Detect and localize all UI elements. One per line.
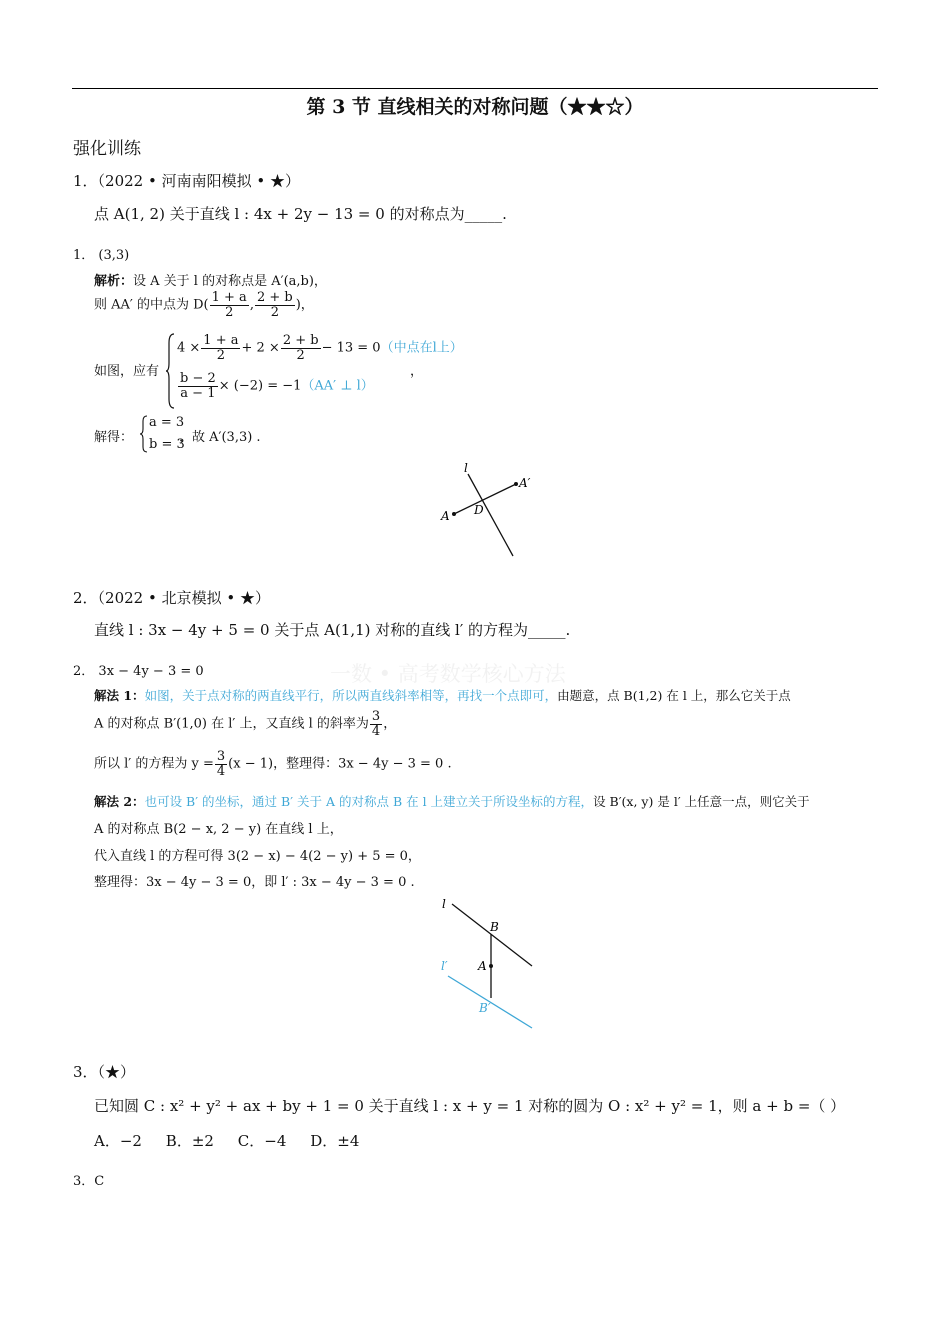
q2-fig-point-a xyxy=(489,964,493,968)
q2-method2-hint: 也可设 B′ 的坐标，通过 B′ 关于 A 的对称点 B 在 l 上建立关于所设坐标的方程， xyxy=(144,794,594,809)
q1-equation-2-note: （AA′ ⊥ l） xyxy=(301,378,374,394)
q1-heading: 1．（2022 • 河南南阳模拟 • ★） xyxy=(73,172,300,190)
q3-options xyxy=(94,1130,359,1151)
q1-solve-b: b = 3 xyxy=(149,437,185,452)
q2-fig-line-l xyxy=(452,904,532,966)
q2-method2-tag: 解法 2： xyxy=(94,794,145,809)
q1-system-comma: ， xyxy=(410,364,424,379)
q2-method1-text: 由题意，点 B(1,2) 在 l 上，那么它关于点 xyxy=(557,688,791,703)
q1-solve-brace xyxy=(140,415,148,453)
q2-figure xyxy=(430,890,550,1040)
q1-figure xyxy=(430,460,540,560)
q2-method2-line4: 整理得：3x − 4y − 3 = 0，即 l′ : 3x − 4y − 3 = 0 . xyxy=(94,875,415,890)
watermark: 一数 • 高考数学核心方法 xyxy=(330,662,566,686)
q1-answer xyxy=(73,244,129,263)
q3-answer: 3．C xyxy=(73,1174,105,1189)
q2-fig-label-b: B xyxy=(490,920,499,934)
q2-slope-frac: $\frac{3}{4}$ xyxy=(371,709,381,739)
q2-method1-tag: 解法 1： xyxy=(94,688,145,703)
q1-equation-1-note: （中点在l上） xyxy=(380,340,463,356)
q2-answer-value: 3x − 4y − 3 = 0 xyxy=(98,664,204,679)
q1-solve-a: a = 3 xyxy=(149,415,185,430)
q1-solution-tag: 解析： xyxy=(94,274,134,289)
q3-option-c: C．−4 xyxy=(237,1132,287,1150)
q1-system-brace xyxy=(166,333,176,409)
q1-fig-label-d: D xyxy=(474,503,484,517)
q2-method2-line3: 代入直线 l 的方程可得 3(2 − x) − 4(2 − y) + 5 = 0， xyxy=(94,849,421,864)
q3-stem: 已知圆 C : x² + y² + ax + by + 1 = 0 关于直线 l : x + y = 1 对称的圆为 O : x² + y² = 1，则 a + b =（ ） xyxy=(94,1097,846,1115)
q1-solution-text1: 设 A 关于 l 的对称点是 A′(a,b)， xyxy=(133,274,327,289)
q2-answer xyxy=(73,660,204,679)
q1-fig-label-ap: A′ xyxy=(519,476,531,490)
header-rule xyxy=(72,88,878,89)
q2-stem xyxy=(94,619,570,640)
q1-fig-point-a xyxy=(452,512,456,516)
q2-method1-line1 xyxy=(94,686,791,704)
q2-method2-line2: A 的对称点 B(2 − x, 2 − y) 在直线 l 上， xyxy=(94,822,343,837)
q1-solve-result: ，故 A′(3,3) . xyxy=(179,430,261,445)
q2-fig-label-l: l xyxy=(442,897,446,911)
q2-fig-label-a: A xyxy=(478,959,487,973)
q3-heading: 3．（★） xyxy=(73,1063,136,1081)
q1-midpoint-text: 则 AA′ 的中点为 D( xyxy=(94,297,209,313)
q2-method2-text: 设 B′(x, y) 是 l′ 上任意一点，则它关于 xyxy=(593,794,810,809)
q1-solve-label: 解得： xyxy=(94,430,134,445)
q1-midpoint-end: )， xyxy=(295,297,314,313)
q2-method1-line2: A 的对称点 B′(1,0) 在 l′ 上，又直线 l 的斜率为 $\frac{3}{4}$ ， xyxy=(94,709,397,739)
q2-fig-label-lp: l′ xyxy=(441,959,448,973)
q2-method1-line3: 所以 l′ 的方程为 y = $\frac{3}{4}$ (x − 1)，整理得：3x − 4y − 3 = 0 . xyxy=(94,749,452,779)
q1-answer-value: (3,3) xyxy=(98,248,130,263)
q2-blank: _____ xyxy=(528,621,566,639)
q1-midpoint-frac-y: $\frac{2 + b}{2}$ xyxy=(256,290,293,320)
q1-midpoint-frac-x: $\frac{1 + a}{2}$ xyxy=(211,290,247,320)
q1-solution-line1 xyxy=(94,270,327,289)
q2-answer-label: 2． xyxy=(73,664,95,679)
q1-fig-segment xyxy=(454,484,516,514)
section-heading: 强化训练 xyxy=(73,139,141,159)
q2-stem-text: 直线 l : 3x − 4y + 5 = 0 关于点 A(1,1) 对称的直线 l′ 的方程为 xyxy=(94,621,529,639)
q1-fig-label-l: l xyxy=(464,461,468,475)
q2-method1-hint: 如图，关于点对称的两直线平行，所以两直线斜率相等，再找一个点即可， xyxy=(144,688,558,703)
q2-heading: 2．（2022 • 北京模拟 • ★） xyxy=(73,589,270,607)
q2-fig-label-bp: B′ xyxy=(479,1001,491,1015)
q1-equation-2: $\frac{b - 2}{a - 1}$ × (−2) = −1（AA′ ⊥ l） xyxy=(180,371,374,401)
q2-stem-end: . xyxy=(565,621,571,639)
q1-blank: _____ xyxy=(464,205,503,223)
q1-fig-point-ap xyxy=(514,482,518,486)
q1-stem xyxy=(94,203,507,224)
q1-system-label: 如图，应有 xyxy=(94,364,160,379)
page-title: 第 3 节 直线相关的对称问题（★★☆） xyxy=(306,96,644,118)
q3-option-b: B．±2 xyxy=(165,1132,214,1150)
q1-solution-line2: 则 AA′ 的中点为 D( $\frac{1 + a}{2}$ , $\frac{2 + b}{2}$ )， xyxy=(94,290,314,320)
q1-fig-label-a: A xyxy=(441,509,450,523)
q1-stem-end: . xyxy=(502,205,507,223)
q3-option-d: D．±4 xyxy=(310,1132,360,1150)
q1-stem-text: 点 A(1, 2) 关于直线 l : 4x + 2y − 13 = 0 的对称点为 xyxy=(94,205,465,223)
q1-equation-1: 4 × $\frac{1 + a}{2}$ + 2 × $\frac{2 + b}{2}$ − 13 = 0（中点在l上） xyxy=(177,333,463,363)
q1-answer-label: 1． xyxy=(73,248,95,263)
q2-method2-line1 xyxy=(94,792,810,810)
q3-option-a: A．−2 xyxy=(94,1132,142,1150)
